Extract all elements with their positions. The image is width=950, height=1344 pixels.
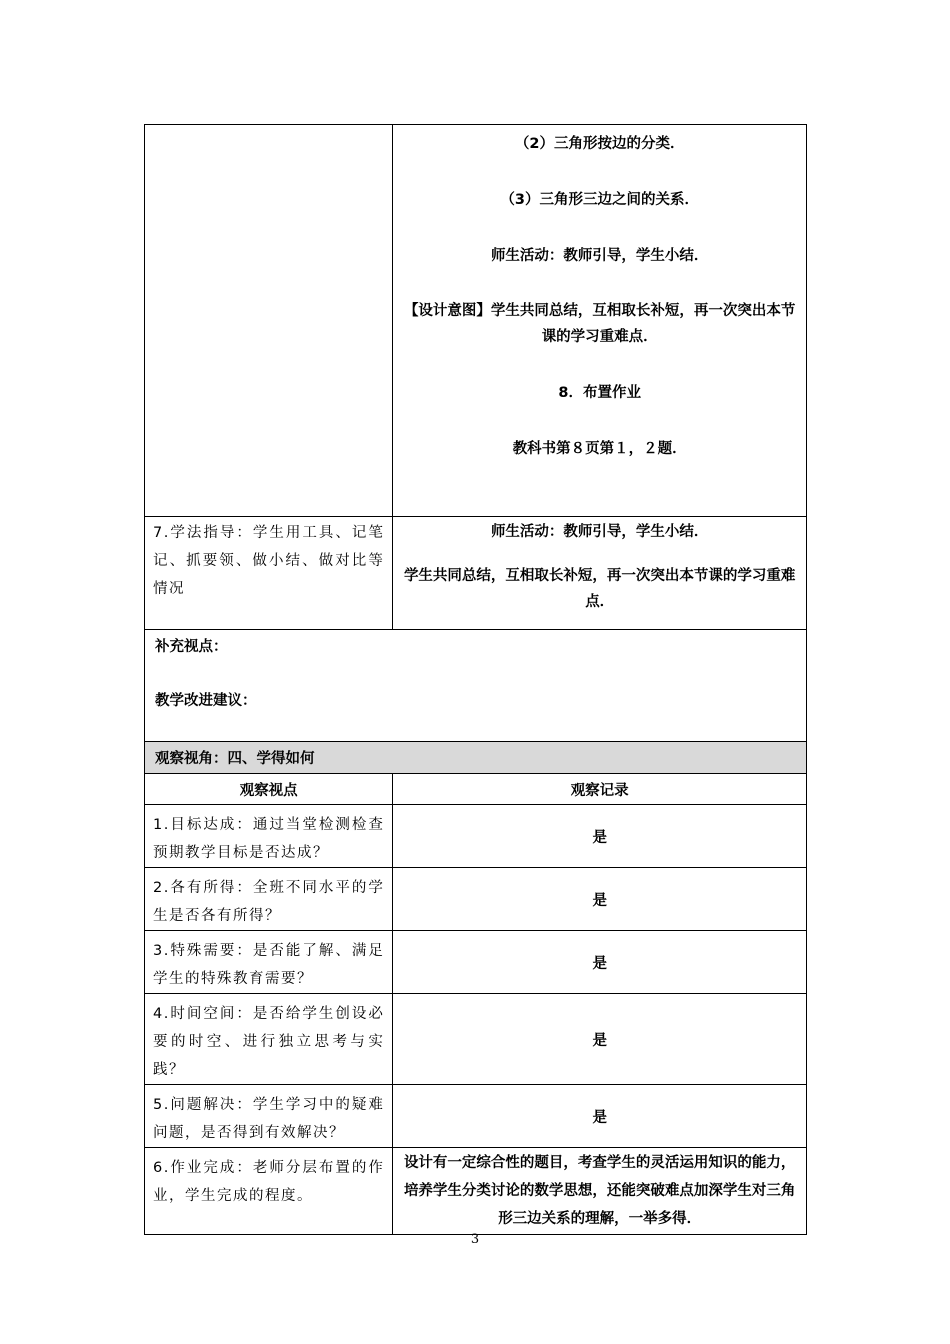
section-header-cell — [145, 742, 807, 774]
method-left-cell — [145, 517, 393, 630]
class-summary-line-2: （2）三角形按边的分类． — [514, 136, 685, 152]
homework-heading: 8．布置作业 — [558, 385, 641, 401]
observation-table — [144, 124, 807, 1235]
row-viewpoint: 3.特殊需要：是否能了解、满足学生的特殊教育需要？ — [153, 943, 385, 987]
row-record: 是 — [393, 931, 807, 994]
supplement-cell — [145, 630, 807, 742]
supplement-row — [145, 630, 807, 742]
class-summary-line-3: （3）三角形三边之间的关系． — [500, 192, 699, 208]
table-row — [145, 1085, 807, 1148]
table-row — [145, 931, 807, 994]
row-record: 设计有一定综合性的题目，考查学生的灵活运用知识的能力，培养学生分类讨论的数学思想，还能突破难点加深学生对三角形三边关系的理解，一举多得． — [403, 1155, 796, 1227]
method-row — [145, 517, 807, 630]
column-header-row — [145, 774, 807, 805]
supplement-viewpoint-label: 补充视点： — [155, 639, 228, 655]
continuation-left-cell — [145, 125, 393, 517]
continuation-row — [145, 125, 807, 517]
row-viewpoint: 5.问题解决：学生学习中的疑难问题，是否得到有效解决？ — [153, 1097, 385, 1141]
page-number: 3 — [470, 1232, 480, 1247]
row-record: 是 — [393, 994, 807, 1085]
row-viewpoint: 1.目标达成：通过当堂检测检查预期教学目标是否达成？ — [153, 817, 385, 861]
method-viewpoint: 7.学法指导：学生用工具、记笔记、抓要领、做小结、做对比等情况 — [153, 525, 385, 597]
row-viewpoint: 6.作业完成：老师分层布置的作业，学生完成的程度。 — [153, 1160, 385, 1204]
method-record-line-1: 师生活动：教师引导，学生小结． — [490, 524, 709, 540]
column-header-viewpoint: 观察视点 — [145, 774, 393, 805]
table-row — [145, 1148, 807, 1235]
teacher-student-activity: 师生活动：教师引导，学生小结． — [490, 248, 709, 264]
continuation-right-cell — [393, 125, 807, 517]
row-record: 是 — [393, 1085, 807, 1148]
row-record: 是 — [393, 868, 807, 931]
row-record: 是 — [393, 805, 807, 868]
column-header-record: 观察记录 — [393, 774, 807, 805]
section-header-row — [145, 742, 807, 774]
homework-detail: 教科书第８页第１，２题． — [512, 441, 687, 457]
teaching-suggestion-label: 教学改进建议： — [155, 693, 257, 709]
section-header: 观察视角：四、学得如何 — [155, 751, 315, 767]
method-record-line-2: 学生共同总结，互相取长补短，再一次突出本节课的学习重难点． — [403, 568, 796, 610]
row-viewpoint: 2.各有所得：全班不同水平的学生是否各有所得？ — [153, 880, 385, 924]
row-viewpoint: 4.时间空间：是否给学生创设必要的时空、进行独立思考与实践？ — [153, 1006, 385, 1078]
method-right-cell — [393, 517, 807, 630]
table-row — [145, 805, 807, 868]
design-intent: 【设计意图】学生共同总结，互相取长补短，再一次突出本节课的学习重难点． — [403, 303, 796, 345]
table-row — [145, 868, 807, 931]
table-row — [145, 994, 807, 1085]
